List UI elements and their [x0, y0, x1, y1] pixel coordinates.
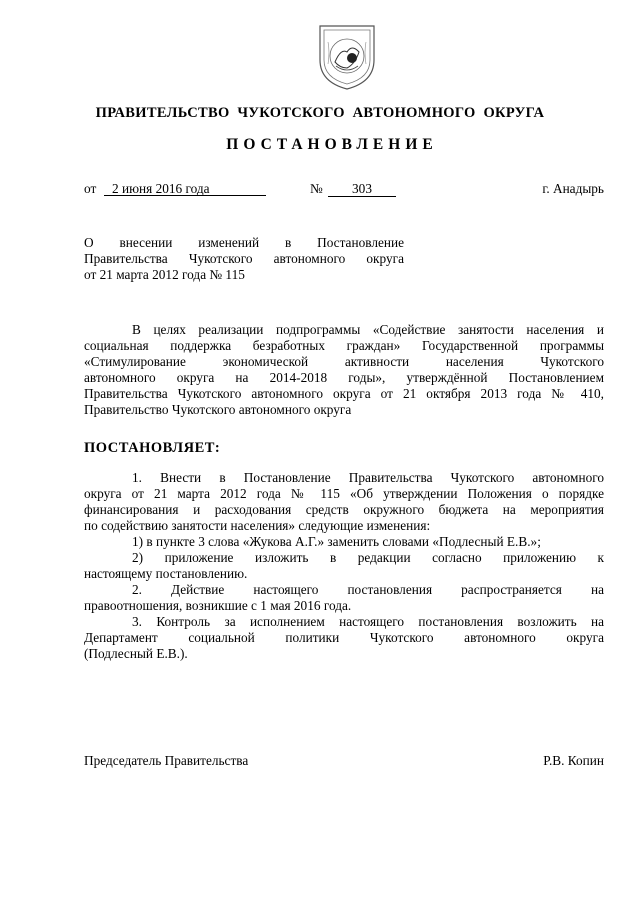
document-city: г. Анадырь [542, 181, 604, 196]
preamble-line: В целях реализации подпрограммы «Содействие занятости населения и [132, 322, 604, 337]
preamble-line: Правительства Чукотского автономного округа от 21 октября 2013 года № 410, [84, 386, 604, 401]
date-prefix: от [84, 181, 97, 196]
item-line: Департамент социальной политики Чукотского автономного округа [84, 630, 604, 645]
item-line: 2) приложение изложить в редакции согласно приложению к [132, 550, 604, 565]
preamble-line: социальная поддержка безработных граждан» Государственной программы [84, 338, 604, 353]
item-line: правоотношения, возникшие с 1 мая 2016 года. [84, 598, 352, 613]
item-line: 2. Действие настоящего постановления распространяется на [132, 582, 604, 597]
item-line: 1) в пункте 3 слова «Жукова А.Г.» заменить словами «Подлесный Е.В.»; [132, 534, 541, 549]
subject-line: от 21 марта 2012 года № 115 [84, 267, 245, 282]
preamble-line: автономного округа на 2014-2018 годы», утверждённой Постановлением [84, 370, 604, 385]
preamble-line: «Стимулирование экономической активности населения Чукотского [84, 354, 604, 369]
preamble [84, 322, 604, 418]
document-subject [84, 235, 404, 283]
item-line: финансирования и расходования средств окружного бюджета на мероприятия [84, 502, 604, 517]
document-number: 303 [328, 181, 396, 197]
item-line: округа от 21 марта 2012 года № 115 «Об утверждении Положения о порядке [84, 486, 604, 501]
number-sign: № [310, 181, 323, 196]
item-line: 3. Контроль за исполнением настоящего постановления возложить на [132, 614, 604, 629]
government-title: ПРАВИТЕЛЬСТВО ЧУКОТСКОГО АВТОНОМНОГО ОКРУГА [95, 105, 545, 121]
document-date: 2 июня 2016 года [104, 181, 266, 196]
subject-line: О внесении изменений в Постановление [84, 235, 404, 250]
subject-line: Правительства Чукотского автономного округа [84, 251, 404, 266]
signatory-name: Р.В. Копин [543, 753, 604, 768]
preamble-line: Правительство Чукотского автономного округа [84, 402, 352, 417]
coat-of-arms-emblem [314, 22, 380, 92]
item-line: (Подлесный Е.В.). [84, 646, 188, 661]
signatory-position: Председатель Правительства [84, 753, 249, 768]
item-line: настоящему постановлению. [84, 566, 248, 581]
resolution-items [84, 470, 604, 662]
document-type: ПОСТАНОВЛЕНИЕ [226, 136, 438, 153]
item-line: по содействию занятости населения» следующие изменения: [84, 518, 431, 533]
resolves-heading: ПОСТАНОВЛЯЕТ: [84, 440, 221, 456]
item-line: 1. Внести в Постановление Правительства Чукотского автономного [132, 470, 604, 485]
date-number-row [84, 181, 604, 199]
